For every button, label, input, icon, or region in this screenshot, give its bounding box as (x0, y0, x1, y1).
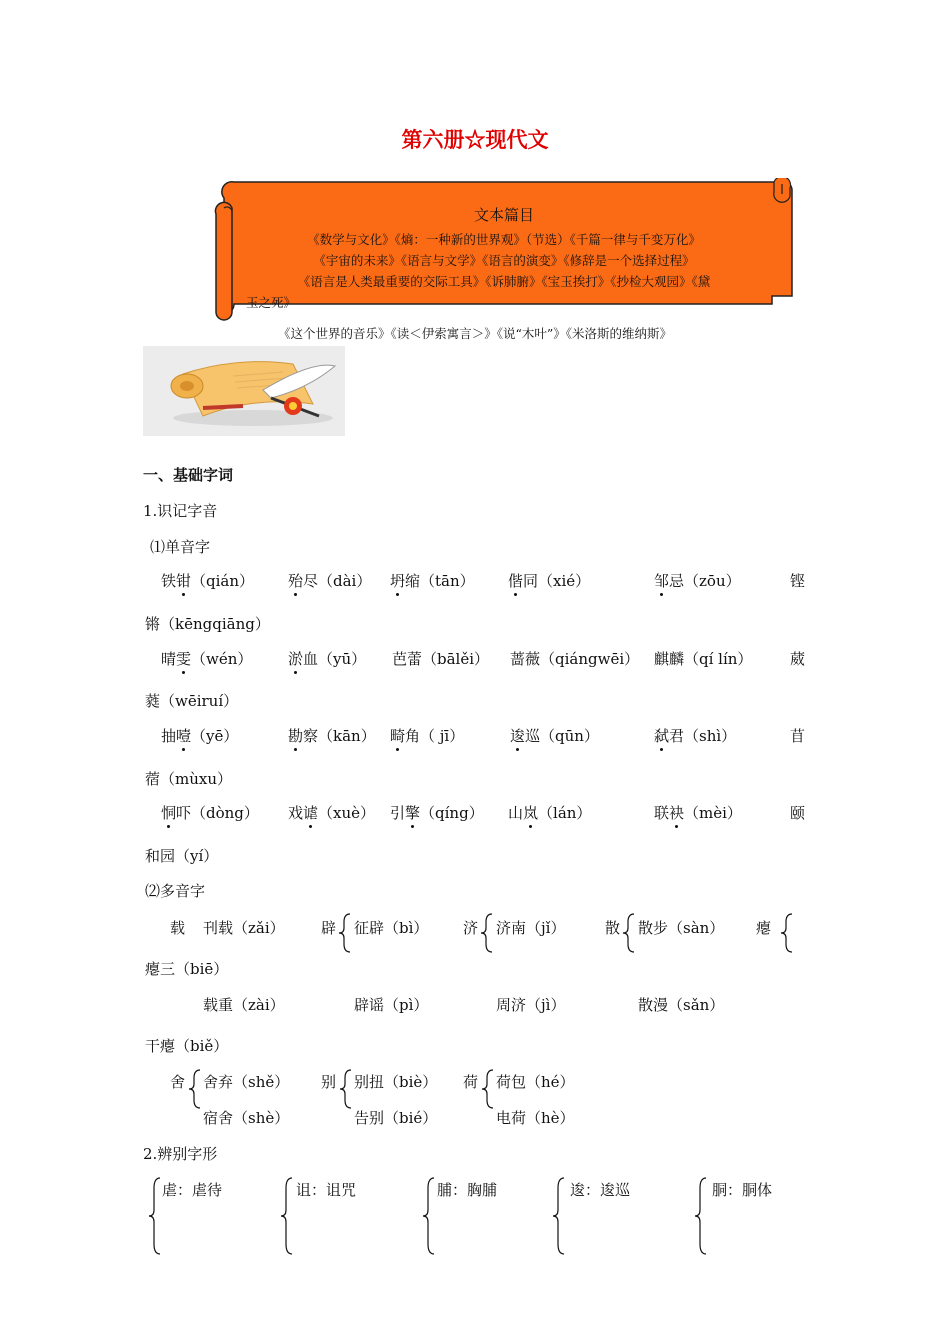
brace (780, 912, 794, 954)
brace (622, 912, 636, 954)
scroll-quill-illustration (143, 346, 345, 436)
pinyin-item: 蓿（mùxu） (145, 770, 233, 788)
brace (552, 1176, 566, 1256)
poly-reading: 干瘪（biě） (145, 1037, 229, 1055)
subsection-heading: ⑵多音字 (145, 882, 206, 900)
poly-reading: 瘪三（biē） (145, 960, 229, 978)
pinyin-item: 抽噎（yē） (161, 727, 239, 745)
brace (694, 1176, 708, 1256)
poly-char: 舍 (170, 1073, 186, 1091)
poly-reading: 散步（sàn） (638, 919, 725, 937)
pinyin-item: 晴雯（wén） (161, 650, 253, 668)
pinyin-item: 引擎（qíng） (390, 804, 484, 822)
poly-reading: 周济（jì） (496, 996, 566, 1014)
shape-item: 逡：逡巡 (570, 1181, 631, 1199)
poly-reading: 电荷（hè） (496, 1109, 575, 1127)
pinyin-item: 苜 (790, 727, 806, 745)
poly-reading: 征辟（bì） (354, 919, 429, 937)
pinyin-item: 淤血（yū） (288, 650, 367, 668)
banner-line: 《宇宙的未来》《语言与文学》《语言的演变》《修辞是一个选择过程》 (313, 253, 695, 268)
poly-reading: 载重（zài） (203, 996, 285, 1014)
text-list-continued: 《这个世界的音乐》《读＜伊索寓言＞》《说“木叶”》《米洛斯的维纳斯》 (277, 326, 673, 341)
pinyin-item: 弑君（shì） (654, 727, 737, 745)
pinyin-item: 坍缩（tān） (390, 572, 475, 590)
poly-char: 瘪 (756, 919, 772, 937)
brace (481, 1068, 495, 1110)
poly-reading: 荷包（hé） (496, 1073, 575, 1091)
poly-char: 荷 (463, 1073, 479, 1091)
poly-char: 济 (463, 919, 479, 937)
pinyin-item: 和园（yí） (145, 847, 219, 865)
poly-char: 载 (170, 919, 186, 937)
banner-line: 《语言是人类最重要的交际工具》《诉肺腑》《宝玉挨打》《抄检大观园》《黛 (297, 274, 711, 289)
pinyin-item: 偕同（xié） (508, 572, 591, 590)
pinyin-item: 山岚（lán） (508, 804, 592, 822)
brace (188, 1068, 202, 1110)
pinyin-item: 颐 (790, 804, 806, 822)
shape-item: 脯：胸脯 (437, 1181, 498, 1199)
pinyin-item: 锵（kēngqiāng） (145, 615, 270, 633)
shape-item: 虐：虐待 (162, 1181, 223, 1199)
poly-char: 散 (605, 919, 621, 937)
poly-reading: 舍弃（shě） (203, 1073, 290, 1091)
shape-item: 诅：诅咒 (296, 1181, 357, 1199)
brace (339, 1068, 353, 1110)
pinyin-item: 畸角（ jī） (390, 727, 465, 745)
pinyin-item: 勘察（kān） (288, 727, 376, 745)
pinyin-item: 芭蕾（bālěi） (392, 650, 490, 668)
pinyin-item: 殆尽（dài） (288, 572, 372, 590)
brace (480, 912, 494, 954)
banner-heading: 文本篇目 (473, 206, 534, 224)
page-title: 第六册☆现代文 (401, 127, 549, 152)
section-heading: 一、基础字词 (143, 466, 234, 484)
pinyin-item: 逡巡（qūn） (510, 727, 599, 745)
pinyin-item: 邹忌（zōu） (654, 572, 741, 590)
poly-reading: 辟谣（pì） (354, 996, 429, 1014)
banner-line: 玉之死》 (246, 295, 297, 310)
pinyin-item: 蕤（wēiruí） (145, 692, 239, 710)
poly-reading: 别扭（biè） (354, 1073, 438, 1091)
pinyin-item: 铁钳（qián） (161, 572, 255, 590)
brace (148, 1176, 162, 1256)
pinyin-item: 铿 (790, 572, 806, 590)
subsection-heading: ⑴单音字 (150, 538, 211, 556)
poly-reading: 宿舍（shè） (203, 1109, 290, 1127)
pinyin-item: 戏谑（xuè） (288, 804, 376, 822)
pinyin-item: 联袂（mèi） (654, 804, 742, 822)
brace (338, 912, 352, 954)
subsection-heading: 2.辨别字形 (143, 1145, 218, 1163)
poly-char: 辟 (321, 919, 337, 937)
poly-reading: 告别（bié） (354, 1109, 438, 1127)
brace (422, 1176, 436, 1256)
subsection-heading: 1.识记字音 (143, 502, 218, 520)
pinyin-item: 麒麟（qí lín） (654, 650, 753, 668)
pinyin-item: 蔷薇（qiángwēi） (510, 650, 640, 668)
poly-reading: 济南（jǐ） (496, 919, 566, 937)
poly-reading: 散漫（sǎn） (638, 996, 725, 1014)
pinyin-item: 恫吓（dòng） (161, 804, 259, 822)
pinyin-item: 葳 (790, 650, 806, 668)
poly-reading: 刊载（zǎi） (203, 919, 285, 937)
banner-line: 《数学与文化》《熵：一种新的世界观》（节选）《千篇一律与千变万化》 (307, 232, 701, 247)
shape-item: 胴：胴体 (712, 1181, 773, 1199)
brace (280, 1176, 294, 1256)
poly-char: 别 (321, 1073, 337, 1091)
